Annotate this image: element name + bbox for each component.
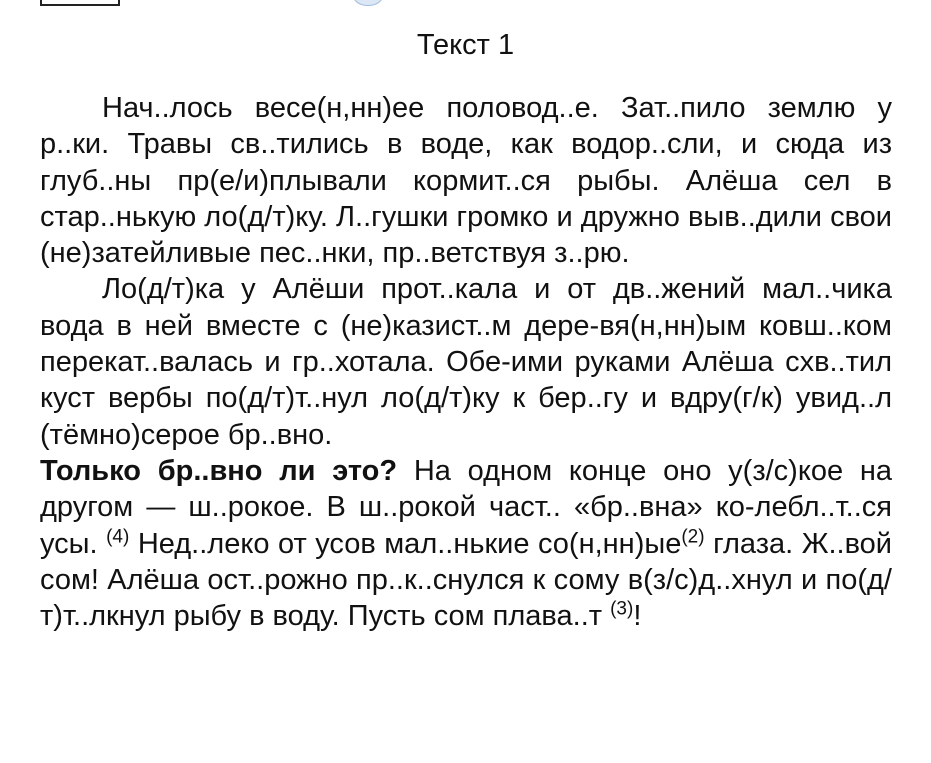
- footnote-mark-4: (4): [106, 526, 130, 548]
- text-body: [40, 90, 892, 634]
- top-frame-fragment: [40, 0, 120, 6]
- paragraph-2: Ло(д/т)ка у Алёши прот..кала и от дв..жений мал..чика вода в ней вместе с (не)казист..м дере-вя(н,нн)ым ковш..ком перекат..валась и гр..хотала. Обе-ими руками Алёша схв..тил куст вербы по(д/т)т..нул ло(д/т)ку к бер..гу и вдру(г/к) увид..л (тёмно)серое бр..вно.: [40, 273, 892, 451]
- paragraph-3-part-1: На одном конце оно у(з/с)кое на другом — ш..рокое. В ш..рокой част.. «бр..вна» ко-лебл..т..ся усы.: [40, 454, 892, 560]
- paragraph-3-part-4: !: [633, 600, 642, 633]
- paragraph-1: Нач..лось весе(н,нн)ее половод..е. Зат..пило землю у р..ки. Травы св..тились в воде, как водор..сли, и сюда из глуб..ны пр(е/и)плывали кормит..ся рыбы. Алёша сел в стар..нькую ло(д/т)ку. Л..гушки громко и дружно выв..дили свои (не)затейливые пес..нки, пр..ветствуя з..рю.: [40, 92, 892, 270]
- footnote-mark-3: (3): [610, 598, 634, 620]
- paragraph-3-part-3: глаза. Ж..вой сом! Алёша ост..рожно пр..к..снулся к сому в(з/с)д..хнул и по(д/т)т..лкнул рыбу в воду. Пусть сом плава..т: [40, 527, 892, 633]
- top-circle-fragment: [353, 0, 383, 6]
- text-title: Текст 1: [416, 29, 515, 61]
- paragraph-3-part-2: Нед..леко от усов мал..нькие со(н,нн)ые: [137, 527, 682, 560]
- bold-question: Только бр..вно ли это?: [40, 454, 398, 487]
- paragraph-3: [40, 453, 892, 634]
- footnote-mark-2: (2): [681, 526, 705, 548]
